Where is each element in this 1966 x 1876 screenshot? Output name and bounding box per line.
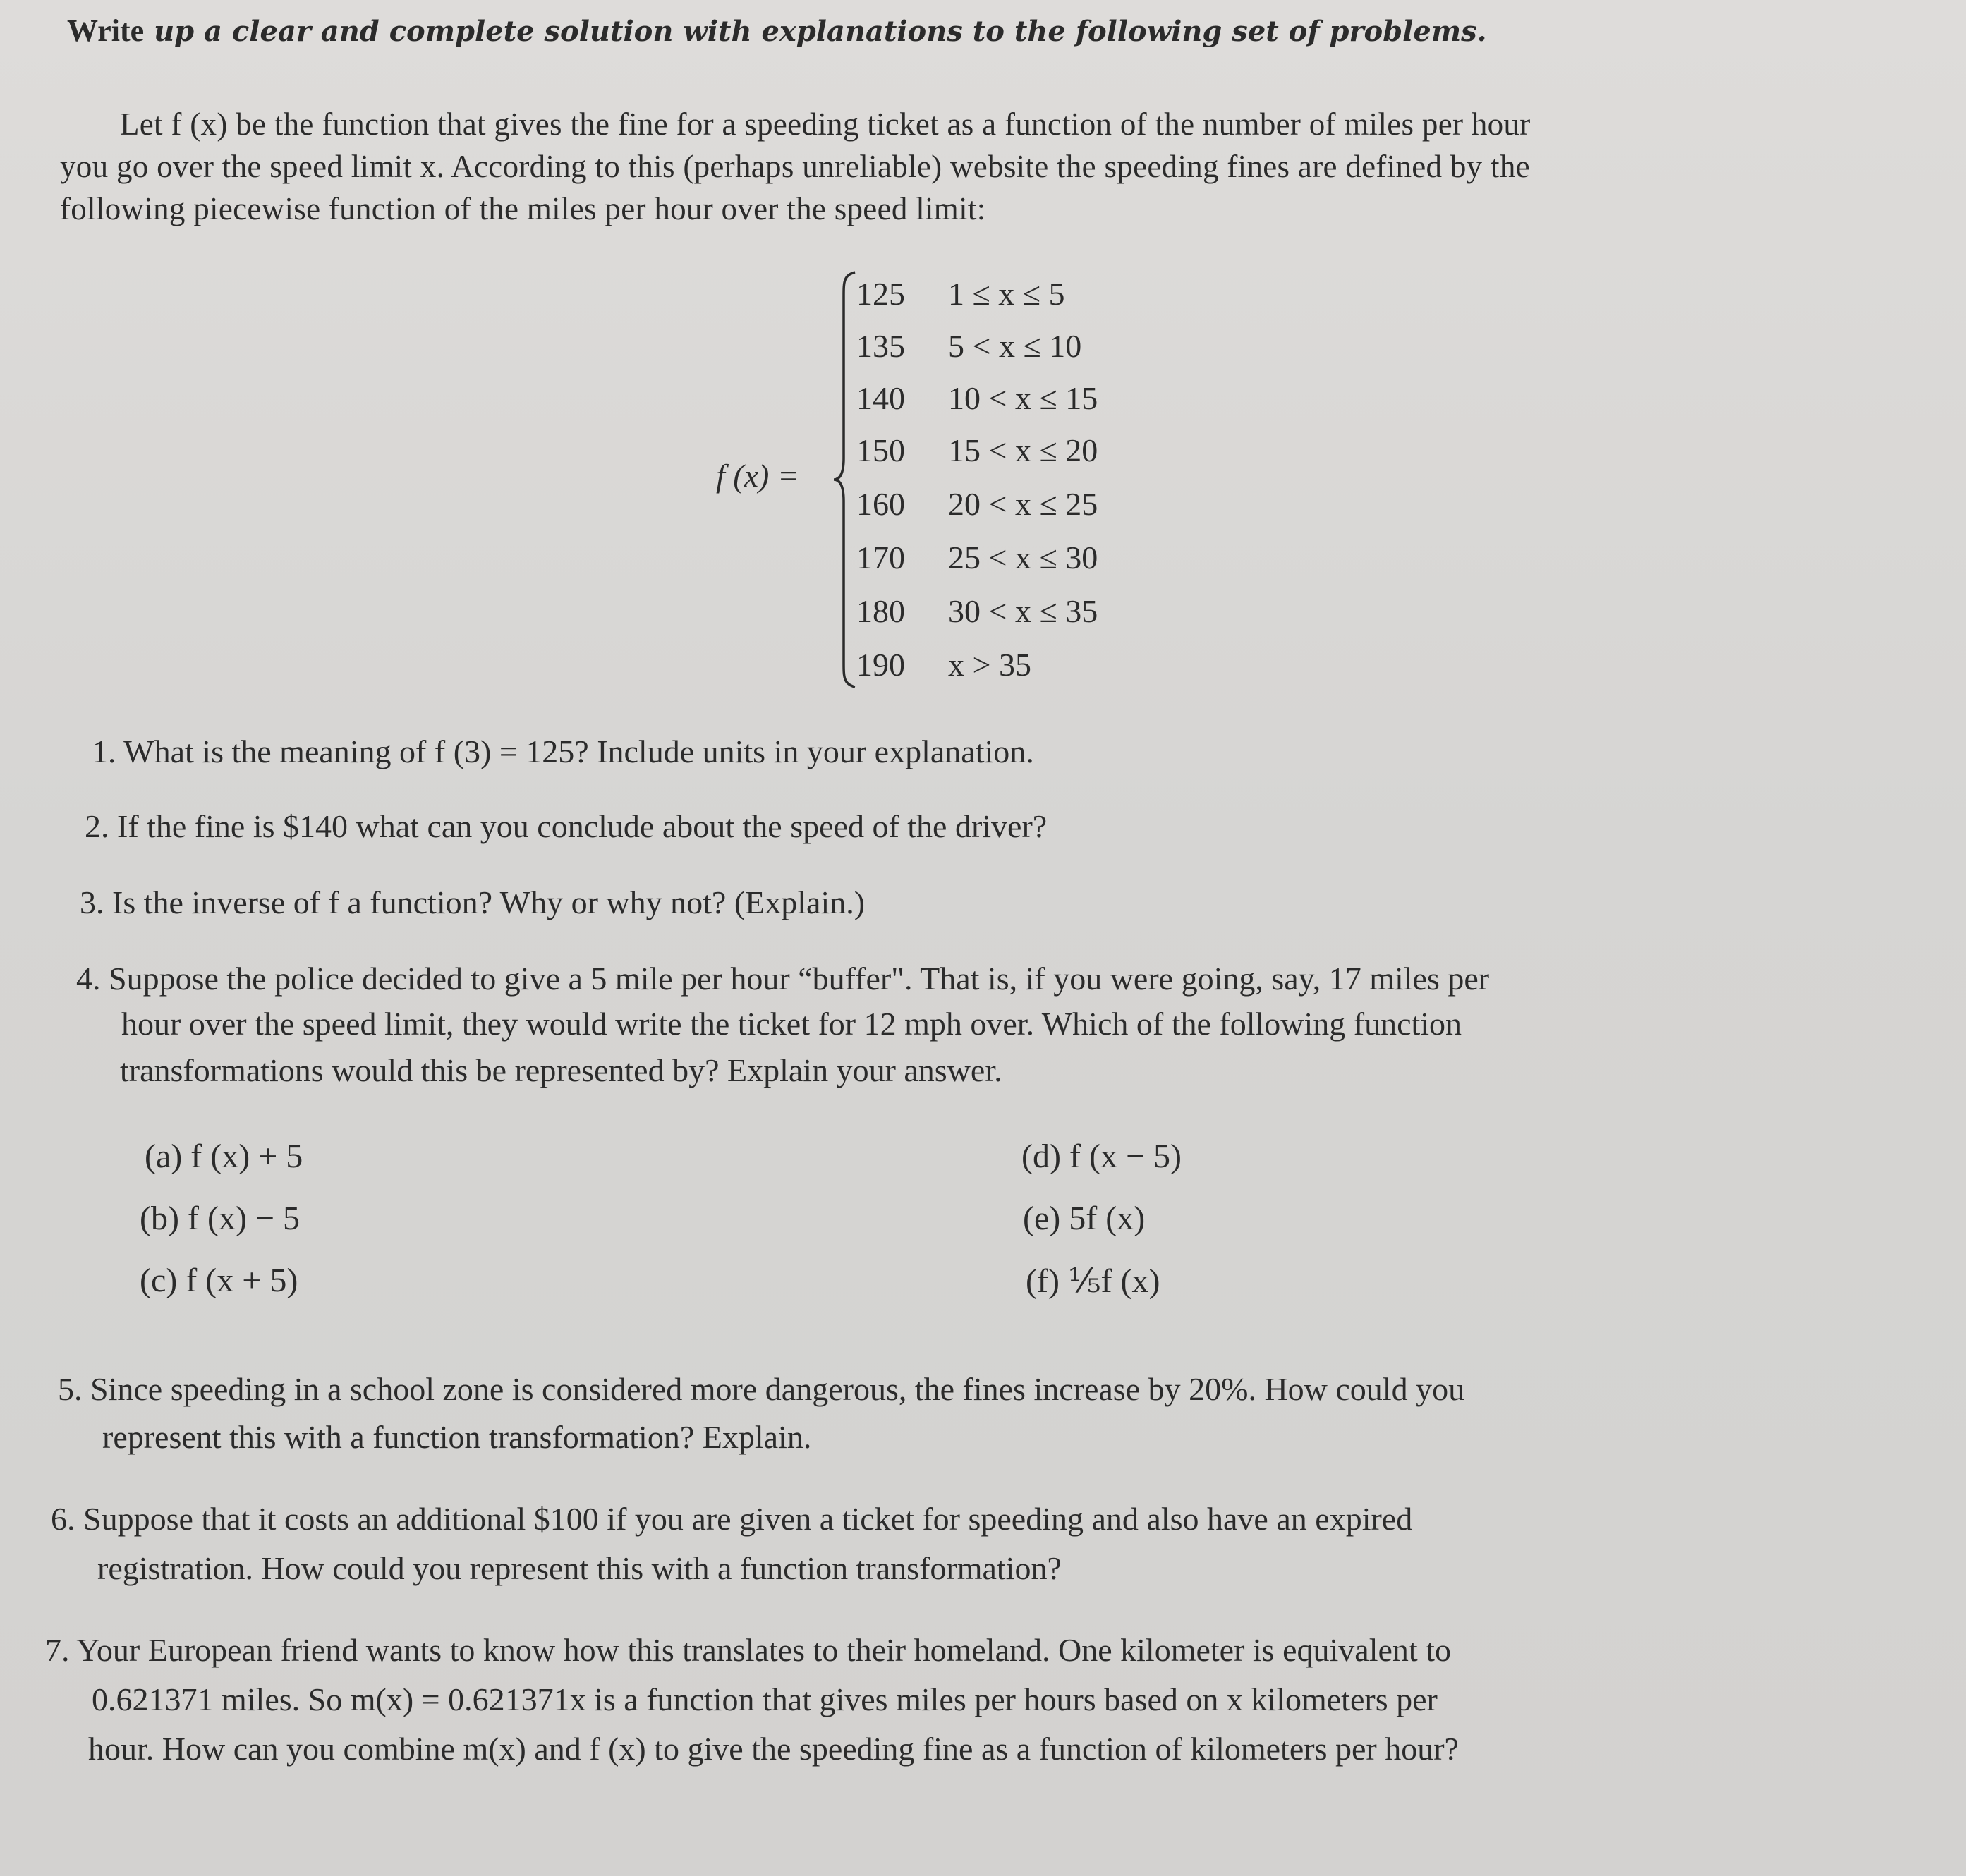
question-4-line-3: transformations would this be represented by? Explain your answer.: [120, 1052, 1002, 1088]
question-7-line-2: 0.621371 miles. So m(x) = 0.621371x is a function that gives miles per hours based on x kilometers per: [92, 1681, 1438, 1717]
question-2: 2. If the fine is $140 what can you conclude about the speed of the driver?: [85, 808, 1048, 844]
question-5-line-2: represent this with a function transformation? Explain.: [102, 1419, 812, 1455]
question-3: 3. Is the inverse of f a function? Why or why not? (Explain.): [80, 884, 866, 920]
question-5-line-1: 5. Since speeding in a school zone is considered more dangerous, the fines increase by 20%. How could you: [58, 1371, 1465, 1407]
case-condition: x > 35: [948, 647, 1031, 683]
intro-line-2: you go over the speed limit x. According to this (perhaps unreliable) website the speeding fines are defined by the: [60, 149, 1530, 184]
intro-line-3: following piecewise function of the miles per hour over the speed limit:: [60, 191, 986, 226]
case-condition: 15 < x ≤ 20: [948, 432, 1098, 468]
case-value: 150: [856, 432, 905, 468]
question-6-line-1: 6. Suppose that it costs an additional $100 if you are given a ticket for speeding and also have an expired: [51, 1501, 1413, 1537]
case-value: 190: [856, 647, 905, 683]
question-7-line-1: 7. Your European friend wants to know how this translates to their homeland. One kilometer is equivalent to: [45, 1632, 1451, 1668]
heading-lead: Write: [67, 13, 145, 48]
choice-f: (f) ⅕f (x): [1026, 1262, 1160, 1300]
case-value: 125: [856, 276, 905, 312]
choice-a: (a) f (x) + 5: [145, 1138, 303, 1175]
case-condition: 1 ≤ x ≤ 5: [948, 276, 1065, 312]
question-4-line-2: hour over the speed limit, they would write the ticket for 12 mph over. Which of the following function: [121, 1006, 1462, 1042]
question-7-line-3: hour. How can you combine m(x) and f (x) to give the speeding fine as a function of kilometers per hour?: [88, 1731, 1459, 1767]
case-condition: 25 < x ≤ 30: [948, 540, 1098, 575]
question-4-line-1: 4. Suppose the police decided to give a 5 mile per hour “buffer". That is, if you were going, say, 17 miles per: [76, 961, 1490, 997]
case-condition: 20 < x ≤ 25: [948, 486, 1098, 522]
piecewise-label: f (x) =: [716, 458, 799, 494]
choice-d: (d) f (x − 5): [1021, 1138, 1182, 1175]
question-1: 1. What is the meaning of f (3) = 125? Include units in your explanation.: [92, 733, 1034, 769]
case-value: 160: [856, 486, 905, 522]
case-value: 180: [856, 593, 905, 629]
case-value: 170: [856, 540, 905, 575]
choice-b: (b) f (x) − 5: [140, 1200, 300, 1237]
heading-rest: up a clear and complete solution with explanations to the following set of problems.: [144, 15, 1487, 48]
choice-e: (e) 5f (x): [1023, 1200, 1146, 1237]
case-condition: 30 < x ≤ 35: [948, 593, 1098, 629]
instructions-heading: [67, 13, 1487, 49]
case-value: 140: [856, 380, 905, 416]
case-condition: 5 < x ≤ 10: [948, 328, 1082, 364]
question-6-line-2: registration. How could you represent this with a function transformation?: [97, 1550, 1062, 1586]
choice-c: (c) f (x + 5): [140, 1262, 298, 1299]
piecewise-brace: [831, 268, 859, 691]
intro-line-1: Let f (x) be the function that gives the fine for a speeding ticket as a function of the number of miles per hour: [120, 106, 1531, 142]
case-value: 135: [856, 328, 905, 364]
case-condition: 10 < x ≤ 15: [948, 380, 1098, 416]
